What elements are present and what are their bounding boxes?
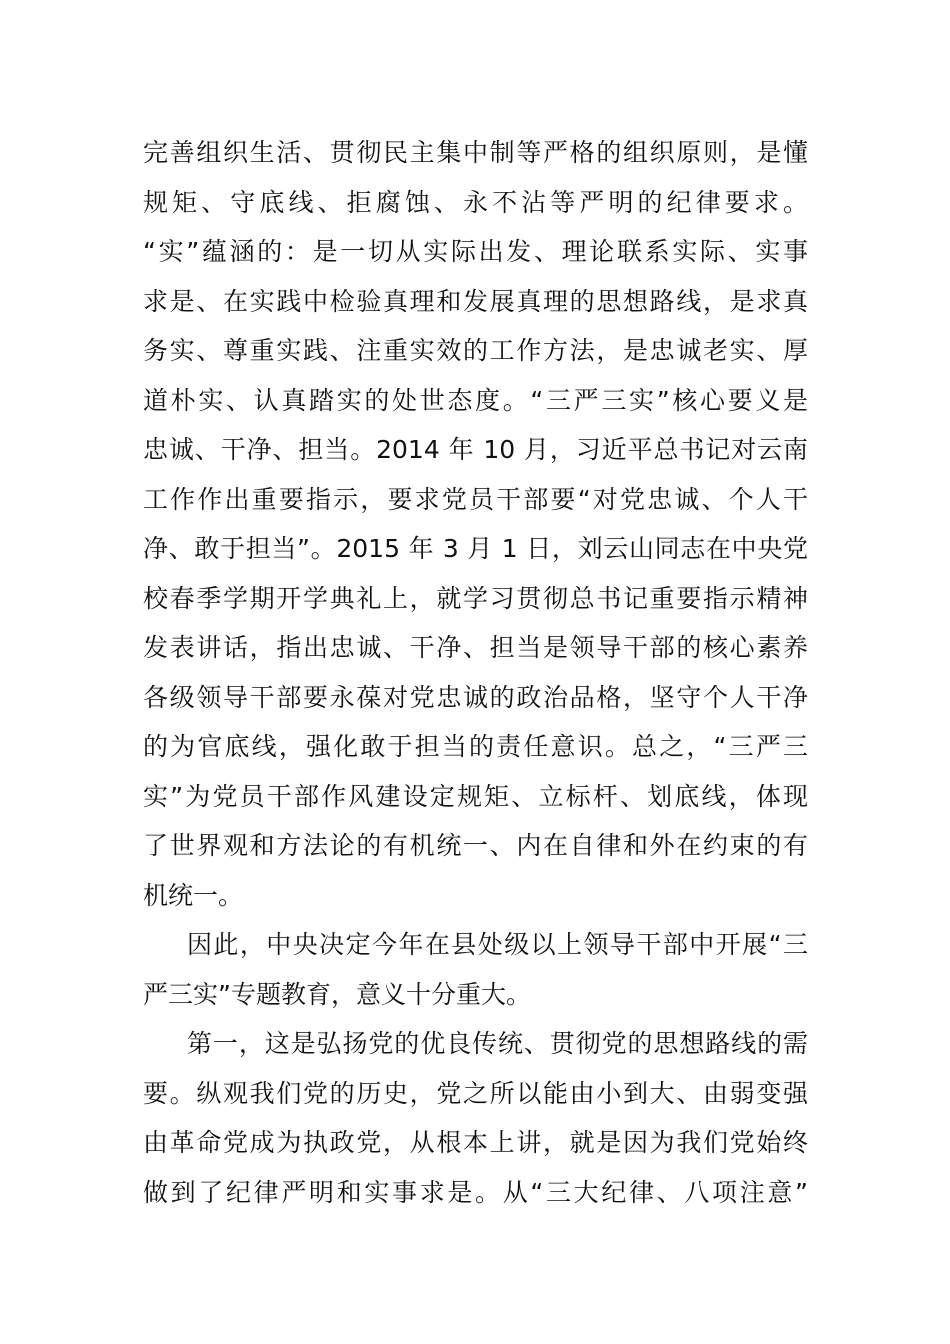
text-line: 发表讲话，指出忠诚、干净、担当是领导干部的核心素养 [143,633,808,662]
text-line: 各级领导干部要永葆对党忠诚的政治品格，坚守个人干净 [143,682,808,712]
paragraph-first-line: 因此，中央决定今年在县处级以上领导干部中开展“三 [187,930,808,959]
text-line: 机统一。 [143,880,244,910]
text-line: 要。纵观我们党的历史，党之所以能由小到大、由弱变强 [143,1078,808,1108]
text-line: 校春季学期开学典礼上，就学习贯彻总书记重要指示精神 [143,583,808,613]
text-line: 道朴实、认真踏实的处世态度。“三严三实”核心要义是 [143,385,808,415]
text-line: 规矩、守底线、拒腐蚀、永不沾等严明的纪律要求。 [143,187,808,217]
text-line: “实”蕴涵的：是一切从实际出发、理论联系实际、实事 [143,237,808,266]
text-line: 了世界观和方法论的有机统一、内在自律和外在约束的有 [143,831,808,860]
text-line: 的为官底线，强化敢于担当的责任意识。总之，“三严三 [143,732,808,761]
text-line: 完善组织生活、贯彻民主集中制等严格的组织原则，是懂 [143,138,808,167]
text-line: 做到了纪律严明和实事求是。从“三大纪律、八项注意” [143,1177,808,1207]
text-line: 实”为党员干部作风建设定规矩、立标杆、划底线，体现 [143,781,808,811]
document-body [143,128,808,1217]
text-line: 求是、在实践中检验真理和发展真理的思想路线，是求真 [143,286,808,316]
text-line: 务实、尊重实践、注重实效的工作方法，是忠诚老实、厚 [143,336,808,365]
text-line: 工作作出重要指示，要求党员干部要“对党忠诚、个人干 [143,484,808,514]
text-line: 忠诚、干净、担当。2014 年 10 月，习近平总书记对云南 [143,435,808,464]
text-line: 净、敢于担当”。2015 年 3 月 1 日，刘云山同志在中央党 [143,534,808,563]
text-line: 严三实”专题教育，意义十分重大。 [143,979,531,1009]
paragraph-first-line: 第一，这是弘扬党的优良传统、贯彻党的思想路线的需 [187,1029,808,1058]
text-line: 由革命党成为执政党，从根本上讲，就是因为我们党始终 [143,1128,808,1157]
